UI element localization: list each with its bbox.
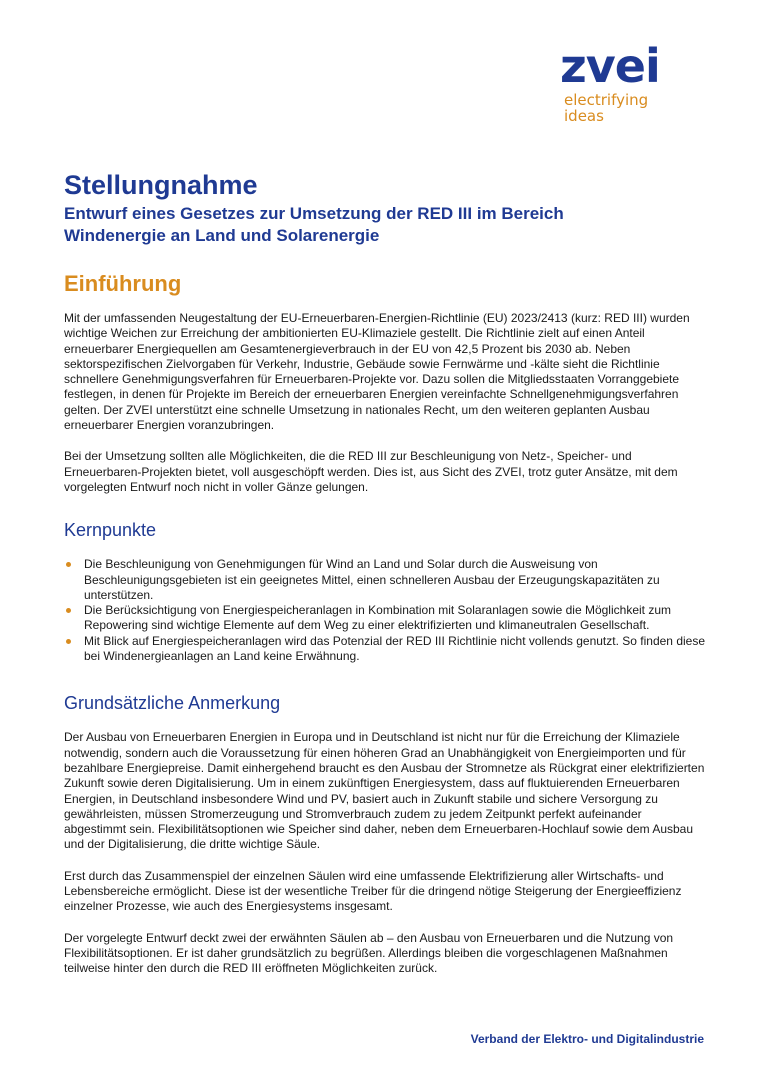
list-item	[64, 557, 706, 603]
anmerkung-paragraph: Der Ausbau von Erneuerbaren Energien in Europa und in Deutschland ist nicht nur für die Erreichung der Klimaziele notwendig, sondern auch die Voraussetzung für einen höheren Grad an Unabhängigkeit von Energieimporten und für bezahlbare Energiepreise. Damit einhergehend braucht es den Ausbau der Stromnetze als Rückgrat einer elektrifizierten Zukunft sowie deren Digitalisierung. Um in einem zukünftigen Energiesystem, dass auf fluktuierenden Erneuerbaren Energien, in Deutschland insbesondere Wind und PV, basiert auch in Zukunft stabile und sichere Versorgung zu gewährleisten, müssen Stromerzeugung und Stromverbrauch zudem zu jedem Zeitpunkt perfekt aufeinander abgestimmt sein. Flexibilitätsoptionen wie Speicher sind daher, neben dem Erneuerbaren-Hochlauf sowie dem Ausbau und der Digitalisierung, die dritte wichtige Säule.	[64, 730, 705, 852]
logo-wordmark: zvei	[560, 39, 660, 93]
logo-tagline-line1: electrifying	[564, 91, 649, 109]
bullet-dot-icon	[66, 562, 71, 567]
logo-tagline-line2: ideas	[564, 107, 604, 125]
document-subtitle-line2: Windenergie an Land und Solarenergie	[64, 226, 380, 245]
list-item-text: Die Berücksichtigung von Energiespeicheranlagen in Kombination mit Solaranlagen sowie die Möglichkeit zum Repowering sind wichtige Elemente auf dem Weg zu einer elektrifizierten und klimaneutralen Gesellschaft.	[84, 603, 671, 633]
document-subtitle-line1: Entwurf eines Gesetzes zur Umsetzung der RED III im Bereich	[64, 204, 564, 223]
bullet-dot-icon	[66, 639, 71, 644]
list-item-text: Mit Blick auf Energiespeicheranlagen wird das Potenzial der RED III Richtlinie nicht vollends genutzt. So finden diese bei Windenergieanlagen an Land keine Erwähnung.	[84, 633, 705, 664]
document-body	[64, 170, 706, 993]
footer-organization: Verband der Elektro- und Digitalindustrie	[470, 1032, 704, 1046]
list-item	[64, 634, 706, 665]
anmerkung-paragraph: Der vorgelegte Entwurf deckt zwei der erwähnten Säulen ab – den Ausbau von Erneuerbaren und die Nutzung von Flexibilitätsoptionen. Er ist daher grundsätzlich zu begrüßen. Allerdings bleiben die vorgeschlagenen Maßnahmen teilweise hinter den durch die RED III eröffneten Möglichkeiten zurück.	[64, 930, 674, 976]
list-item	[64, 603, 706, 634]
anmerkung-heading: Grundsätzliche Anmerkung	[64, 693, 281, 714]
intro-paragraph: Bei der Umsetzung sollten alle Möglichkeiten, die die RED III zur Beschleunigung von Netz-, Speicher- und Erneuerbaren-Projekten bietet, voll ausgeschöpft werden. Dies ist, aus Sicht des ZVEI, trotz guter Ansätze, mit dem vorgelegten Entwurf noch nicht in voller Gänze gelungen.	[64, 449, 678, 494]
kernpunkte-list	[64, 557, 706, 664]
anmerkung-paragraph: Erst durch das Zusammenspiel der einzelnen Säulen wird eine umfassende Elektrifizierung aller Wirtschafts- und Lebensbereiche ermöglicht. Diese ist der wesentliche Treiber für die dringend nötige Steigerung der Energieeffizienz einzelner Prozesse, wie auch des Energiesystems insgesamt.	[64, 868, 682, 914]
intro-paragraph: Mit der umfassenden Neugestaltung der EU-Erneuerbaren-Energien-Richtlinie (EU) 2023/2413 (kurz: RED III) wurden wichtige Weichen zur Erreichung der ambitionierten EU-Klimaziele gestellt. Die Richtlinie zielt auf einen Anteil erneuerbarer Energiequellen am Gesamtenergieverbrauch in der EU von 42,5 Prozent bis 2030 ab. Neben sektorspezifischen Zielvorgaben für Verkehr, Industrie, Gebäude sowie Fernwärme und -kälte sieht die Richtlinie schnellere Genehmigungsverfahren für Erneuerbaren-Projekte vor. Dazu sollen die Mitgliedsstaaten Vorranggebiete festlegen, in denen für Projekte im Bereich der erneuerbaren Energien vereinfachte Schnellgenehmigungsverfahren gelten. Der ZVEI unterstützt eine schnelle Umsetzung in nationales Recht, um den weiteren geplanten Ausbau erneuerbarer Energien voranzubringen.	[64, 311, 690, 433]
zvei-logo	[560, 39, 730, 125]
kernpunkte-heading: Kernpunkte	[64, 520, 157, 541]
bullet-dot-icon	[66, 608, 71, 613]
intro-heading: Einführung	[64, 271, 182, 296]
document-title: Stellungnahme	[64, 170, 258, 200]
list-item-text: Die Beschleunigung von Genehmigungen für Wind an Land und Solar durch die Ausweisung von Beschleunigungsgebieten ist ein geeignetes Mittel, einen schnelleren Ausbau der Erzeugungskapazitäten zu unterstützen.	[84, 557, 660, 602]
